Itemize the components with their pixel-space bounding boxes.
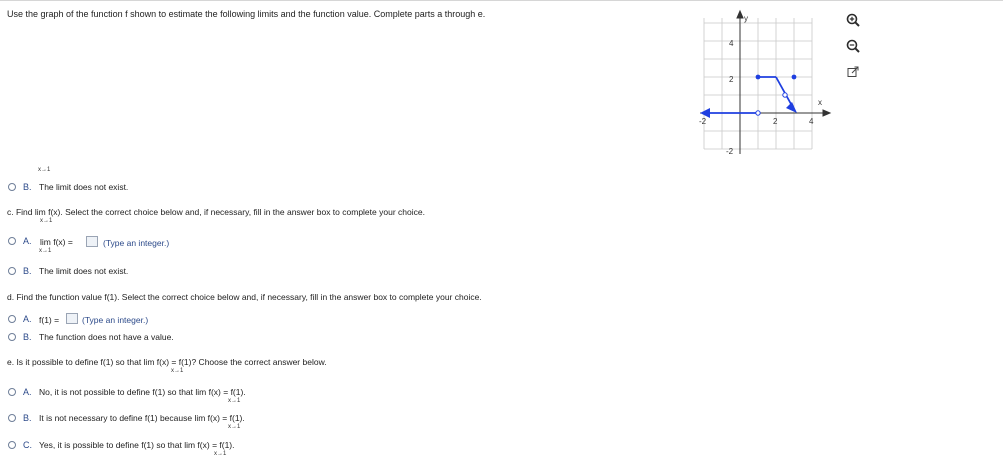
limit-subscript: x→1 — [214, 451, 227, 457]
part-c-option-a-radio[interactable] — [8, 237, 16, 245]
limit-subscript: x→1 — [228, 398, 241, 404]
open-point — [783, 93, 787, 97]
limit-subscript: x→1 — [228, 424, 241, 430]
zoom-out-button[interactable] — [844, 37, 862, 55]
part-e-option-a-radio[interactable] — [8, 388, 16, 396]
part-d-answer-box[interactable] — [66, 313, 78, 324]
part-e-question: e. Is it possible to define f(1) so that lim f(x) = f(1)? Choose the correct answer below. — [7, 357, 327, 367]
option-text: f(1) = — [39, 315, 60, 325]
part-b-option-b-radio[interactable] — [8, 183, 16, 191]
x-axis-label: x — [818, 98, 822, 107]
part-c-option-b-radio[interactable] — [8, 267, 16, 275]
part-c-answer-box[interactable] — [86, 236, 98, 247]
answer-hint: (Type an integer.) — [82, 315, 149, 325]
external-link-icon — [847, 66, 859, 78]
option-text: No, it is not possible to define f(1) so that lim f(x) = f(1). — [39, 387, 246, 397]
option-text: The limit does not exist. — [39, 266, 129, 276]
magnifier-plus-icon — [846, 13, 860, 27]
option-text: The limit does not exist. — [39, 182, 129, 192]
limit-subscript: x→1 — [40, 218, 53, 224]
option-letter: B. — [23, 182, 32, 192]
graph-axes — [700, 11, 830, 154]
limit-subscript: x→1 — [171, 368, 184, 374]
problem-prompt: Use the graph of the function f shown to estimate the following limits and the function value. Complete parts a through e. — [7, 9, 486, 19]
option-letter: A. — [23, 387, 32, 397]
part-d-question: d. Find the function value f(1). Select the correct choice below and, if necessary, fill in the answer box to complete your choice. — [7, 292, 482, 302]
top-divider — [0, 0, 1003, 1]
option-letter: B. — [23, 266, 32, 276]
magnifier-minus-icon — [846, 39, 860, 53]
limit-subscript: x→1 — [39, 248, 52, 254]
y-tick-label: 2 — [729, 75, 734, 84]
function-graph[interactable] — [700, 8, 836, 156]
closed-point — [756, 75, 761, 80]
answer-hint: (Type an integer.) — [103, 238, 170, 248]
option-letter: C. — [23, 440, 32, 450]
graph-svg — [700, 8, 836, 156]
x-tick-label: 2 — [773, 117, 778, 126]
closed-point — [792, 75, 797, 80]
option-letter: A. — [23, 314, 32, 324]
option-letter: B. — [23, 332, 32, 342]
x-tick-label: 4 — [809, 117, 814, 126]
option-text: It is not necessary to define f(1) because lim f(x) = f(1). — [39, 413, 245, 423]
part-c-question: c. Find lim f(x). Select the correct choice below and, if necessary, fill in the answer box to complete your choice. — [7, 207, 425, 217]
option-letter: A. — [23, 236, 32, 246]
part-d-option-a-radio[interactable] — [8, 315, 16, 323]
y-tick-label: 4 — [729, 39, 734, 48]
part-d-option-b-radio[interactable] — [8, 333, 16, 341]
x-tick-label: -2 — [699, 117, 707, 126]
option-text: lim f(x) = — [40, 237, 73, 247]
part-e-option-b-radio[interactable] — [8, 414, 16, 422]
zoom-in-button[interactable] — [844, 11, 862, 29]
y-tick-label: -2 — [726, 147, 734, 156]
option-text: Yes, it is possible to define f(1) so that lim f(x) = f(1). — [39, 440, 235, 450]
part-e-option-c-radio[interactable] — [8, 441, 16, 449]
graph-grid — [704, 18, 812, 149]
option-letter: B. — [23, 413, 32, 423]
right-arrow-icon — [786, 102, 797, 113]
limit-subscript: x→1 — [38, 167, 51, 173]
option-text: The function does not have a value. — [39, 332, 174, 342]
y-axis-label: y — [744, 14, 748, 23]
open-point — [756, 111, 760, 115]
popout-button[interactable] — [844, 63, 862, 81]
